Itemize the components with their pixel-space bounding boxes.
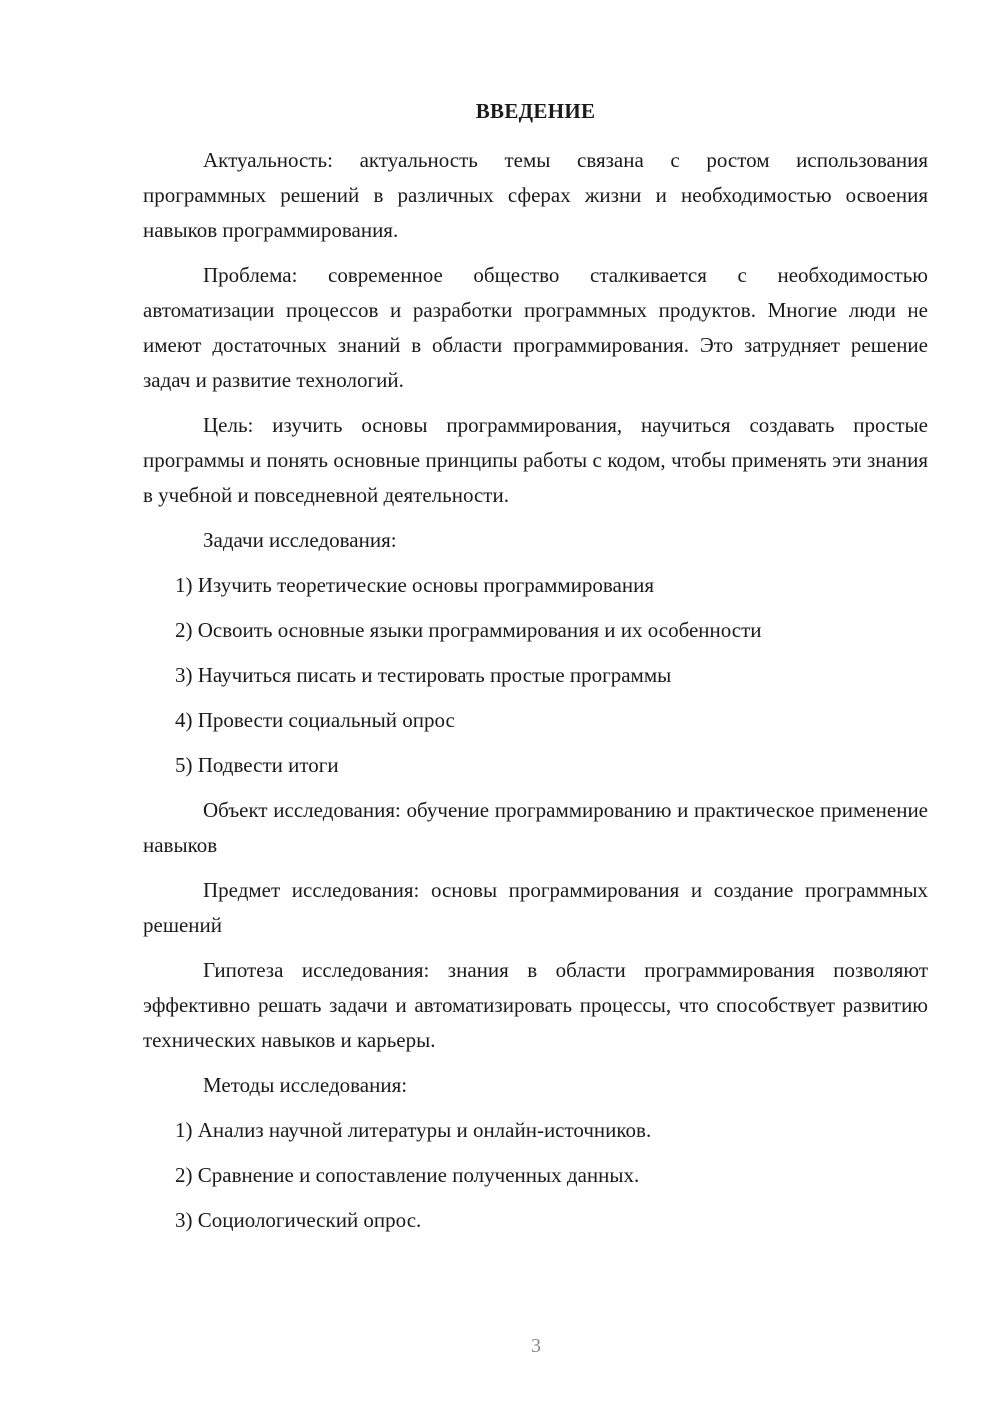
method-item: 3) Социологический опрос. bbox=[175, 1208, 422, 1232]
task-item: 3) Научиться писать и тестировать простые программы bbox=[175, 663, 672, 687]
subject-paragraph: Предмет исследования: основы программирования и создание программных решений bbox=[143, 878, 928, 937]
page-number: 3 bbox=[531, 1335, 541, 1357]
page-title: ВВЕДЕНИЕ bbox=[475, 99, 596, 123]
task-item: 2) Освоить основные языки программирования и их особенности bbox=[175, 618, 762, 642]
task-item: 4) Провести социальный опрос bbox=[175, 708, 455, 732]
relevance-paragraph: Актуальность: актуальность темы связана с ростом использования программных решений в различных сферах жизни и необходимостью освоения навыков программирования. bbox=[143, 148, 928, 242]
task-item: 5) Подвести итоги bbox=[175, 753, 339, 777]
method-item: 2) Сравнение и сопоставление полученных данных. bbox=[175, 1163, 640, 1187]
tasks-heading: Задачи исследования: bbox=[203, 528, 397, 552]
methods-heading: Методы исследования: bbox=[203, 1073, 408, 1097]
problem-paragraph: Проблема: современное общество сталкивается с необходимостью автоматизации процессов и разработки программных продуктов. Многие люди не имеют достаточных знаний в области программирования. Это затрудняет решение задач и развитие технологий. bbox=[143, 263, 928, 392]
hypothesis-paragraph: Гипотеза исследования: знания в области программирования позволяют эффективно решать задачи и автоматизировать процессы, что способствует развитию технических навыков и карьеры. bbox=[143, 958, 928, 1052]
object-paragraph: Объект исследования: обучение программированию и практическое применение навыков bbox=[143, 798, 928, 857]
document-body bbox=[143, 143, 928, 1248]
task-item: 1) Изучить теоретические основы программирования bbox=[175, 573, 654, 597]
goal-paragraph: Цель: изучить основы программирования, научиться создавать простые программы и понять основные принципы работы с кодом, чтобы применять эти знания в учебной и повседневной деятельности. bbox=[143, 413, 928, 507]
method-item: 1) Анализ научной литературы и онлайн-источников. bbox=[175, 1118, 652, 1142]
